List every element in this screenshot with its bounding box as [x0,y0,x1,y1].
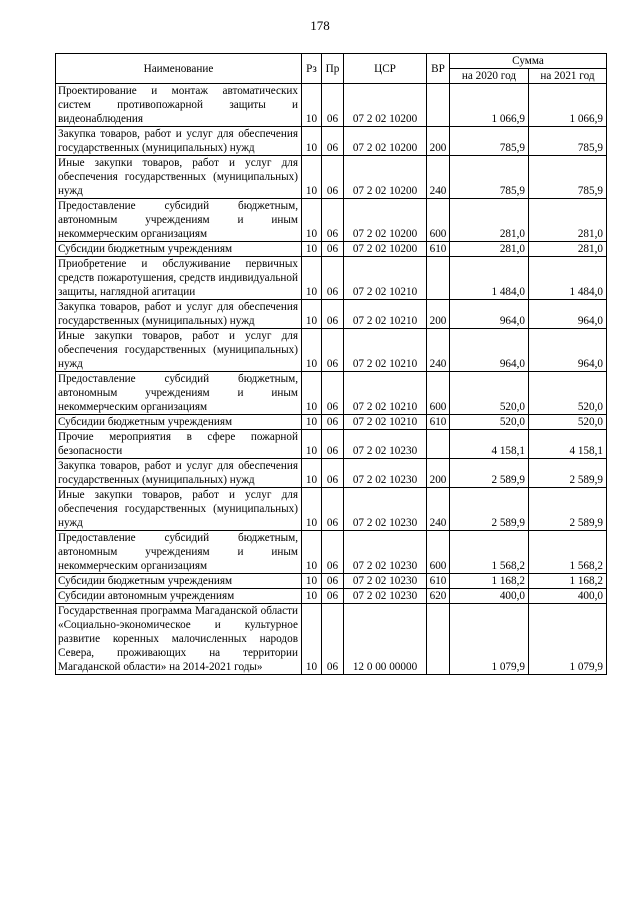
cell-rz: 10 [302,531,322,574]
cell-2021: 520,0 [529,372,607,415]
table-row [56,372,607,415]
cell-vr: 240 [427,488,450,531]
cell-2020: 1 066,9 [450,84,529,127]
cell-name: Приобретение и обслуживание первичных средств пожаротушения, средств индивидуальной защиты, наглядной агитации [56,257,302,300]
cell-rz: 10 [302,156,322,199]
table-row [56,156,607,199]
cell-2021: 281,0 [529,199,607,242]
cell-pr: 06 [322,604,344,675]
cell-pr: 06 [322,242,344,257]
cell-2021: 400,0 [529,589,607,604]
cell-csr: 07 2 02 10230 [344,589,427,604]
budget-table [55,53,607,675]
cell-2021: 1 079,9 [529,604,607,675]
cell-2021: 520,0 [529,415,607,430]
table-row [56,488,607,531]
header-sum: Сумма [450,54,607,69]
cell-csr: 07 2 02 10210 [344,300,427,329]
cell-2020: 1 168,2 [450,574,529,589]
cell-rz: 10 [302,430,322,459]
table-row [56,604,607,675]
cell-2020: 964,0 [450,329,529,372]
cell-vr [427,84,450,127]
cell-pr: 06 [322,300,344,329]
cell-pr: 06 [322,372,344,415]
cell-csr: 07 2 02 10230 [344,430,427,459]
cell-pr: 06 [322,199,344,242]
cell-vr: 610 [427,242,450,257]
cell-rz: 10 [302,329,322,372]
cell-vr: 240 [427,329,450,372]
cell-vr: 620 [427,589,450,604]
cell-rz: 10 [302,300,322,329]
page-number: 178 [310,18,330,33]
cell-2020: 785,9 [450,156,529,199]
cell-csr: 07 2 02 10200 [344,242,427,257]
cell-2021: 4 158,1 [529,430,607,459]
cell-rz: 10 [302,488,322,531]
cell-csr: 12 0 00 00000 [344,604,427,675]
cell-rz: 10 [302,199,322,242]
cell-pr: 06 [322,531,344,574]
cell-name: Проектирование и монтаж автоматических систем противопожарной защиты и видеонаблюдения [56,84,302,127]
cell-name: Государственная программа Магаданской области «Социально-экономическое и культурное развитие коренных малочисленных народов Севера, проживающих на территории Магаданской области» на 2014-2021 годы» [56,604,302,675]
cell-2021: 964,0 [529,300,607,329]
cell-name: Закупка товаров, работ и услуг для обеспечения государственных (муниципальных) нужд [56,459,302,488]
cell-rz: 10 [302,127,322,156]
header-2020: на 2020 год [450,69,529,84]
cell-vr: 240 [427,156,450,199]
cell-2020: 785,9 [450,127,529,156]
table-row [56,257,607,300]
cell-2021: 1 568,2 [529,531,607,574]
table-row [56,430,607,459]
cell-vr: 610 [427,574,450,589]
cell-name: Субсидии бюджетным учреждениям [56,242,302,257]
cell-pr: 06 [322,329,344,372]
cell-name: Иные закупки товаров, работ и услуг для обеспечения государственных (муниципальных) нужд [56,488,302,531]
cell-pr: 06 [322,257,344,300]
cell-csr: 07 2 02 10230 [344,531,427,574]
cell-name: Предоставление субсидий бюджетным, автономным учреждениям и иным некоммерческим организациям [56,372,302,415]
cell-2020: 2 589,9 [450,459,529,488]
table-row [56,199,607,242]
cell-csr: 07 2 02 10230 [344,459,427,488]
table-row [56,329,607,372]
cell-pr: 06 [322,156,344,199]
cell-rz: 10 [302,589,322,604]
table-row [56,84,607,127]
table-row [56,531,607,574]
cell-pr: 06 [322,459,344,488]
cell-name: Предоставление субсидий бюджетным, автономным учреждениям и иным некоммерческим организациям [56,531,302,574]
cell-csr: 07 2 02 10210 [344,257,427,300]
header-2021: на 2021 год [529,69,607,84]
cell-vr: 200 [427,127,450,156]
cell-name: Субсидии бюджетным учреждениям [56,574,302,589]
cell-name: Закупка товаров, работ и услуг для обеспечения государственных (муниципальных) нужд [56,127,302,156]
cell-pr: 06 [322,488,344,531]
cell-2020: 520,0 [450,415,529,430]
cell-name: Закупка товаров, работ и услуг для обеспечения государственных (муниципальных) нужд [56,300,302,329]
cell-2020: 2 589,9 [450,488,529,531]
header-csr: ЦСР [344,54,427,84]
cell-rz: 10 [302,84,322,127]
cell-2020: 4 158,1 [450,430,529,459]
cell-pr: 06 [322,574,344,589]
cell-vr: 600 [427,372,450,415]
table-body [56,84,607,675]
cell-2020: 281,0 [450,242,529,257]
cell-vr: 600 [427,531,450,574]
cell-rz: 10 [302,459,322,488]
cell-vr [427,257,450,300]
cell-name: Субсидии автономным учреждениям [56,589,302,604]
cell-2021: 2 589,9 [529,459,607,488]
cell-name: Субсидии бюджетным учреждениям [56,415,302,430]
cell-2021: 281,0 [529,242,607,257]
cell-rz: 10 [302,257,322,300]
cell-vr [427,604,450,675]
header-name: Наименование [56,54,302,84]
cell-2021: 785,9 [529,156,607,199]
cell-name: Предоставление субсидий бюджетным, автономным учреждениям и иным некоммерческим организациям [56,199,302,242]
cell-csr: 07 2 02 10210 [344,372,427,415]
table-row [56,589,607,604]
cell-pr: 06 [322,430,344,459]
cell-pr: 06 [322,589,344,604]
table-row [56,415,607,430]
cell-2020: 1 079,9 [450,604,529,675]
table-row [56,300,607,329]
table-row [56,127,607,156]
cell-rz: 10 [302,372,322,415]
cell-2020: 520,0 [450,372,529,415]
cell-rz: 10 [302,415,322,430]
cell-vr: 200 [427,300,450,329]
cell-name: Иные закупки товаров, работ и услуг для обеспечения государственных (муниципальных) нужд [56,329,302,372]
cell-pr: 06 [322,127,344,156]
cell-2020: 1 484,0 [450,257,529,300]
cell-2020: 1 568,2 [450,531,529,574]
cell-2021: 2 589,9 [529,488,607,531]
cell-csr: 07 2 02 10230 [344,574,427,589]
cell-pr: 06 [322,84,344,127]
cell-csr: 07 2 02 10200 [344,84,427,127]
cell-2021: 1 484,0 [529,257,607,300]
cell-2021: 964,0 [529,329,607,372]
cell-2020: 400,0 [450,589,529,604]
table-row [56,459,607,488]
cell-2021: 785,9 [529,127,607,156]
cell-csr: 07 2 02 10230 [344,488,427,531]
cell-vr [427,430,450,459]
header-rz: Рз [302,54,322,84]
cell-csr: 07 2 02 10200 [344,156,427,199]
cell-csr: 07 2 02 10210 [344,415,427,430]
cell-vr: 610 [427,415,450,430]
cell-rz: 10 [302,604,322,675]
cell-csr: 07 2 02 10200 [344,127,427,156]
cell-name: Иные закупки товаров, работ и услуг для обеспечения государственных (муниципальных) нужд [56,156,302,199]
cell-2020: 281,0 [450,199,529,242]
cell-csr: 07 2 02 10200 [344,199,427,242]
cell-pr: 06 [322,415,344,430]
header-pr: Пр [322,54,344,84]
header-vr: ВР [427,54,450,84]
cell-2021: 1 168,2 [529,574,607,589]
cell-name: Прочие мероприятия в сфере пожарной безопасности [56,430,302,459]
cell-csr: 07 2 02 10210 [344,329,427,372]
cell-vr: 200 [427,459,450,488]
cell-2021: 1 066,9 [529,84,607,127]
table-row [56,574,607,589]
cell-rz: 10 [302,242,322,257]
table-row [56,242,607,257]
cell-vr: 600 [427,199,450,242]
cell-2020: 964,0 [450,300,529,329]
cell-rz: 10 [302,574,322,589]
